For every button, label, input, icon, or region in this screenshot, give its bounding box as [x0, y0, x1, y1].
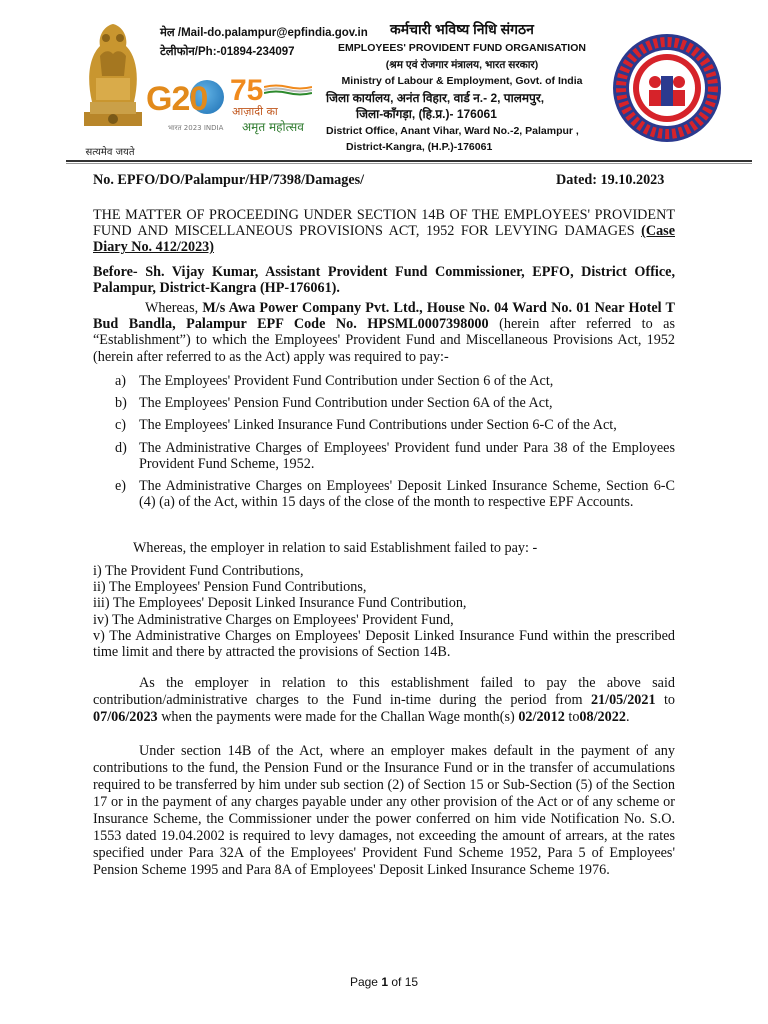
- g20-logo: [146, 76, 228, 134]
- case-diary-number: (Case Diary No. 412/2023): [93, 223, 675, 256]
- wage-month-from: 02/2012: [518, 709, 565, 725]
- default-period-paragraph: As the employer in relation to this establishment failed to pay the above said contribution/administrative charges to the Fund in-time during the period from 21/05/2021 to 07/06/2023 when the payments were made for the Challan Wage month(s) 02/2012 to08/2022.: [93, 675, 675, 725]
- list-item-text: The Administrative Charges on Employees' Deposit Linked Insurance Scheme, Section 6-C (4) (a) of the Act, within 15 days of the close of the month to respective EPF Accounts.: [139, 478, 675, 511]
- period-from: 21/05/2021: [590, 692, 656, 708]
- azadi-line2: अमृत महोत्सव: [242, 120, 304, 134]
- para1-text-a: As the employer in relation to this establishment failed to pay the above said contribution/administrative charges to the Fund in-time during the period from: [93, 675, 675, 708]
- list-item: [93, 478, 675, 510]
- list-marker: b): [115, 395, 127, 412]
- org-name-english: EMPLOYEES' PROVIDENT FUND ORGANISATION: [338, 42, 586, 54]
- page-number: 1: [381, 975, 388, 989]
- to-word: to: [663, 692, 675, 708]
- subject-text: THE MATTER OF PROCEEDING UNDER SECTION 14B OF THE EMPLOYEES' PROVIDENT FUND AND MISCELLANEOUS PROVISIONS ACT, 1952 FOR LEVYING DAMAGES: [93, 207, 675, 240]
- g20-subtext: भारत 2023 INDIA: [168, 124, 224, 132]
- period-to: 07/06/2023: [93, 709, 158, 725]
- address-hindi-line1: जिला कार्यालय, अनंत विहार, वार्ड न.- 2, पालमपुर,: [326, 90, 545, 105]
- list-marker: a): [115, 373, 127, 389]
- flag-wave-icon: [264, 84, 312, 96]
- org-name-hindi: कर्मचारी भविष्य निधि संगठन: [390, 21, 534, 37]
- azadi-ka-amrit-mahotsav-logo: [230, 74, 314, 134]
- list-item: ii) The Employees' Pension Fund Contributions,: [93, 579, 367, 596]
- before-officer: Before- Sh. Vijay Kumar, Assistant Provident Fund Commissioner, EPFO, District Office, Palampur, District-Kangra (HP-176061).: [93, 264, 675, 297]
- address-english-line1: District Office, Anant Vihar, Ward No.-2, Palampur ,: [326, 124, 579, 137]
- list-marker: d): [115, 439, 127, 456]
- address-english-line2: District-Kangra, (H.P.)-176061: [346, 141, 493, 153]
- whereas-paragraph-2: Whereas, the employer in relation to said Establishment failed to pay: -: [133, 540, 538, 556]
- national-emblem-icon: [76, 16, 150, 158]
- ministry-english: Ministry of Labour & Employment, Govt. of India: [341, 75, 583, 87]
- g20-text: G20: [146, 80, 208, 118]
- payment-obligations-list: [93, 373, 675, 516]
- list-item: i) The Provident Fund Contributions,: [93, 563, 304, 579]
- list-item-text: The Employees' Pension Fund Contribution under Section 6A of the Act,: [139, 395, 553, 412]
- para1-text-b: when the payments were made for the Challan Wage month(s): [161, 709, 515, 725]
- wage-month-to: 08/2022: [579, 709, 626, 725]
- list-item: iii) The Employees' Deposit Linked Insurance Fund Contribution,: [93, 595, 467, 612]
- epfo-logo-icon: [611, 32, 723, 144]
- ministry-hindi: (श्रम एवं रोजगार मंत्रालय, भारत सरकार): [385, 58, 539, 71]
- list-item-text: The Administrative Charges of Employees' Provident fund under Para 38 of the Employees Provident Fund Scheme, 1952.: [139, 439, 675, 472]
- failed-payments-list: [93, 563, 675, 660]
- whereas-lead: Whereas,: [145, 300, 199, 316]
- phone-number: टेलीफोन/Ph:-01894-234097: [160, 46, 295, 58]
- list-marker: c): [115, 417, 127, 434]
- list-item: [93, 440, 675, 472]
- organisation-block: [316, 18, 608, 156]
- page-word: Page: [349, 975, 378, 989]
- list-item-text: The Employees' Provident Fund Contribution under Section 6 of the Act,: [139, 373, 554, 389]
- page-total: 15: [404, 975, 419, 989]
- page-footer: [0, 975, 768, 989]
- mail-address: मेल /Mail-do.palampur@epfindia.gov.in: [160, 27, 368, 39]
- letter-date: Dated: 19.10.2023: [556, 172, 665, 188]
- list-item-text: The Employees' Linked Insurance Fund Contributions under Section 6-C of the Act,: [139, 417, 617, 434]
- list-item: [93, 373, 675, 389]
- section-14b-paragraph: Under section 14B of the Act, where an employer makes default in the payment of any contributions to the fund, the Pension Fund or the Insurance Fund or in the transfer of accumulations required to be transferred by him under sub section (2) of Section 15 or Sub-Section (5) of the Section 17 or in the payment of any charges payable under any other provision of the Act or of any scheme or Insurance Scheme, the Commissioner under the power conferred on him vide Notification No. S.O. 1553 dated 19.04.2002 is required to levy damages, not exceeding the amount of arrears, at the rates specified under Para 32A of the Employees' Provident Fund Scheme 1952, Para 5 of Employees' Pension Scheme 1995 and Para 8A of Employees' Deposit Linked Insurance Scheme 1976.: [93, 743, 675, 878]
- list-marker: e): [115, 478, 127, 495]
- azadi-line1: आज़ादी का: [232, 105, 278, 118]
- emblem-caption: सत्यमेव जयते: [85, 147, 135, 158]
- list-item: v) The Administrative Charges on Employees' Deposit Linked Insurance Fund within the prescribed time limit and there by attracted the provisions of Section 14B.: [93, 627, 675, 661]
- whereas-rest: (herein after referred to as “Establishment”) to which the Employees' Provident Fund and Miscellaneous Provisions Act, 1952 (herein after referred to as the Act) apply was required to pay:-: [93, 316, 675, 365]
- header-divider-thin: [66, 163, 752, 164]
- list-item: [93, 395, 675, 411]
- whereas-paragraph-1: [93, 300, 675, 365]
- list-item: [93, 417, 675, 433]
- header-divider: [66, 160, 752, 162]
- list-item: iv) The Administrative Charges on Employees' Provident Fund,: [93, 611, 454, 628]
- subject-matter: [93, 207, 675, 256]
- azadi-number: 75: [230, 74, 264, 107]
- reference-number: No. EPFO/DO/Palampur/HP/7398/Damages/: [93, 172, 365, 188]
- to-word: to: [568, 709, 580, 725]
- of-word: of: [391, 975, 402, 989]
- establishment-name: M/s Awa Power Company Pvt. Ltd., House No. 04 Ward No. 01 Near Hotel T Bud Bandla, Palampur EPF Code No. HPSML0007398000: [93, 300, 676, 333]
- address-hindi-line2: जिला-काँगड़ा, (हि.प्र.)- 176061: [356, 107, 497, 121]
